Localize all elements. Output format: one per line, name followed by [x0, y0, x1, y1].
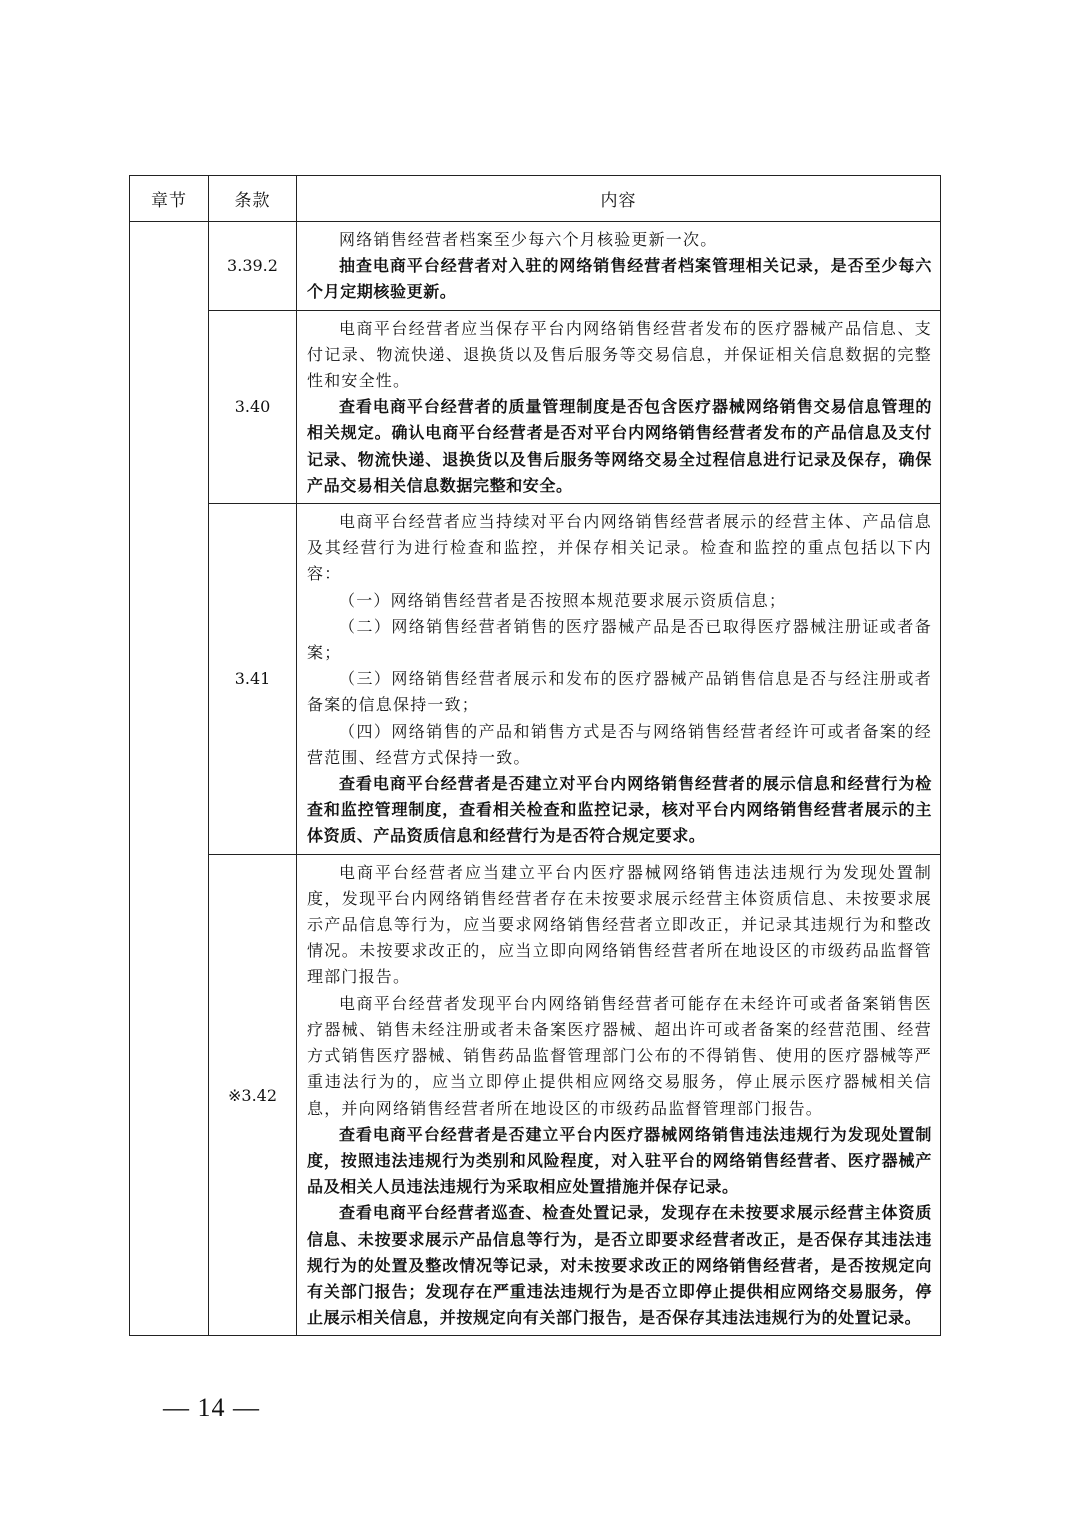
requirement-text: 电商平台经营者应当建立平台内医疗器械网络销售违法违规行为发现处置制度，发现平台内网络销售经营者存在未按要求展示经营主体资质信息、未按要求展示产品信息等行为，应当要求网络销售经营者立即改正，并记录其违规行为和整改情况。未按要求改正的，应当立即向网络销售经营者所在地设区的市级药品监督管理部门报告。 — [307, 862, 932, 987]
content-cell — [297, 504, 941, 855]
clause-number: ※3.42 — [209, 854, 297, 1336]
table-row — [130, 854, 941, 1336]
chapter-cell — [130, 222, 209, 1336]
header-content: 内容 — [297, 176, 941, 222]
requirement-text: 网络销售经营者档案至少每六个月核验更新一次。 — [339, 230, 718, 249]
check-text: 查看电商平台经营者的质量管理制度是否包含医疗器械网络销售交易信息管理的相关规定。确认电商平台经营者是否对平台内网络销售经营者发布的产品信息及支付记录、物流快递、退换货以及售后服务等网络交易全过程信息进行记录及保存，确保产品交易相关信息数据完整和安全。 — [307, 397, 932, 495]
clause-number: 3.39.2 — [209, 222, 297, 311]
table-header-row — [130, 176, 941, 222]
clause-number: 3.41 — [209, 504, 297, 855]
check-text: 查看电商平台经营者巡查、检查处置记录，发现存在未按要求展示经营主体资质信息、未按要求展示产品信息等行为，是否立即要求经营者改正，是否保存其违法违规行为的处置及整改情况等记录，对未按要求改正的网络销售经营者，是否按规定向有关部门报告；发现存在严重违法违规行为是否立即停止提供相应网络交易服务，停止展示相关信息，并按规定向有关部门报告，是否保存其违法违规行为的处置记录。 — [307, 1203, 932, 1328]
requirement-text: 电商平台经营者发现平台内网络销售经营者可能存在未经许可或者备案销售医疗器械、销售未经注册或者未备案医疗器械、超出许可或者备案的经营范围、经营方式销售医疗器械、销售药品监督管理部门公布的不得销售、使用的医疗器械等严重违法行为的，应当立即停止提供相应网络交易服务，停止展示医疗器械相关信息，并向网络销售经营者所在地设区的市级药品监督管理部门报告。 — [307, 993, 932, 1118]
header-clause: 条款 — [209, 176, 297, 222]
page-number: — 14 — — [163, 1393, 260, 1422]
header-chapter: 章节 — [130, 176, 209, 222]
table-row — [130, 222, 941, 311]
requirement-item: （一）网络销售经营者是否按照本规范要求展示资质信息； — [339, 590, 787, 610]
check-text: 抽查电商平台经营者对入驻的网络销售经营者档案管理相关记录，是否至少每六个月定期核验更新。 — [307, 256, 932, 302]
requirement-text: 电商平台经营者应当保存平台内网络销售经营者发布的医疗器械产品信息、支付记录、物流快递、退换货以及售后服务等交易信息，并保证相关信息数据的完整性和安全性。 — [307, 318, 932, 391]
requirement-item: （二）网络销售经营者销售的医疗器械产品是否已取得医疗器械注册证或者备案； — [307, 616, 932, 663]
check-text: 查看电商平台经营者是否建立对平台内网络销售经营者的展示信息和经营行为检查和监控管理制度，查看相关检查和监控记录，核对平台内网络销售经营者展示的主体资质、产品资质信息和经营行为是否符合规定要求。 — [307, 774, 932, 846]
clause-number: 3.40 — [209, 310, 297, 503]
requirement-item: （三）网络销售经营者展示和发布的医疗器械产品销售信息是否与经注册或者备案的信息保持一致； — [307, 669, 932, 715]
clause-table — [129, 175, 941, 1336]
content-cell — [297, 222, 941, 311]
content-cell — [297, 854, 941, 1336]
table-row — [130, 310, 941, 503]
content-cell — [297, 310, 941, 503]
requirement-item: （四）网络销售的产品和销售方式是否与网络销售经营者经许可或者备案的经营范围、经营方式保持一致。 — [307, 721, 932, 767]
table-row — [130, 504, 941, 855]
check-text: 查看电商平台经营者是否建立平台内医疗器械网络销售违法违规行为发现处置制度，按照违法违规行为类别和风险程度，对入驻平台的网络销售经营者、医疗器械产品及相关人员违法违规行为采取相应处置措施并保存记录。 — [307, 1124, 932, 1197]
requirement-text: 电商平台经营者应当持续对平台内网络销售经营者展示的经营主体、产品信息及其经营行为进行检查和监控，并保存相关记录。检查和监控的重点包括以下内容： — [307, 512, 932, 584]
